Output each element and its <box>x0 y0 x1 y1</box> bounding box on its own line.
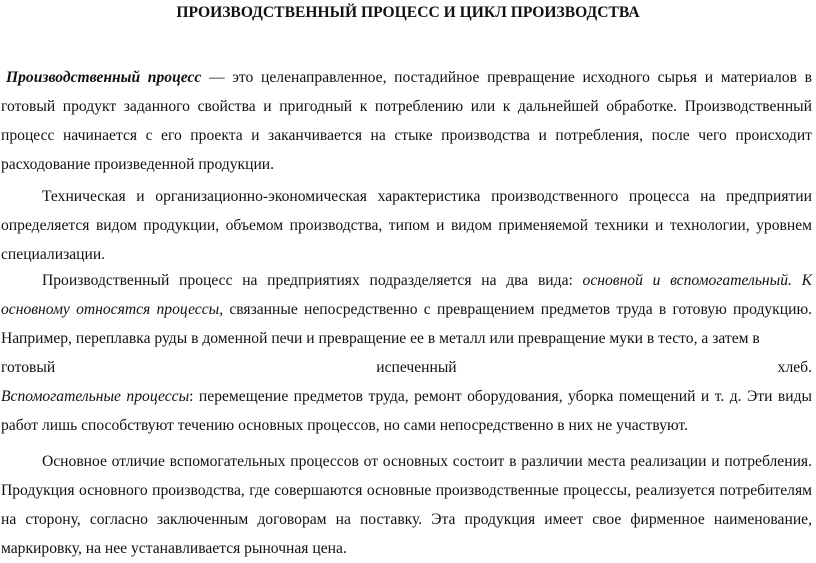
term-production-process: Производственный процесс <box>6 69 202 86</box>
paragraph-definition <box>1 63 812 179</box>
aux-process-text: : перемещение предметов труда, ремонт оборудования, уборка помещений и т. д. Эти виды работ лишь способствуют течению основных процессов, но сами непосредственно в них не участвуют. <box>1 388 813 434</box>
aux-process-term: Вспомогательные процессы <box>1 388 190 405</box>
kinds-term: основной и вспомогательный. К основному относятся процессы <box>1 272 812 318</box>
characteristics-text: Техническая и организационно-экономическая характеристика производственного процесса на предприятии определяется видом продукции, объемом производства, типом и видом применяемой техники и технологии, уровнем специализации. <box>1 188 812 263</box>
word-bread: хлеб. <box>777 359 812 376</box>
kinds-intro-text: Производственный процесс на предприятиях подразделяется на два вида: <box>42 272 583 289</box>
difference-text: Основное отличие вспомогательных процессов от основных состоит в различии места реализации и потребления. Продукция основного производства, где совершаются основные производственные процессы, реализуется потребителям на сторону, согласно заключенным договорам на поставку. Эта продукция имеет свое фирменное наименование, маркировку, на нее устанавливается рыночная цена. <box>1 453 812 557</box>
main-process-text: , связанные непосредственно с превращением предметов труда в готовую продукцию. Например, переплавка руды в доменной печи и превращение ее в металл или превращение муки в тесто, а затем в <box>1 301 812 347</box>
paragraph-difference <box>1 447 812 563</box>
word-baked: испеченный <box>376 359 457 376</box>
word-ready: готовый <box>1 359 56 376</box>
spread-line <box>1 353 812 382</box>
paragraph-kinds <box>1 266 812 440</box>
definition-text: — это целенаправленное, постадийное превращение исходного сырья и материалов в готовый продукт заданного свойства и пригодный к потреблению или к дальнейшей обработке. Производственный процесс начинается с его проекта и заканчивается на стыке производства и потребления, после чего происходит расходование произведенной продукции. <box>1 69 812 173</box>
document-title: ПРОИЗВОДСТВЕННЫЙ ПРОЦЕСС И ЦИКЛ ПРОИЗВОДСТВА <box>176 4 640 21</box>
paragraph-characteristics <box>1 182 812 269</box>
